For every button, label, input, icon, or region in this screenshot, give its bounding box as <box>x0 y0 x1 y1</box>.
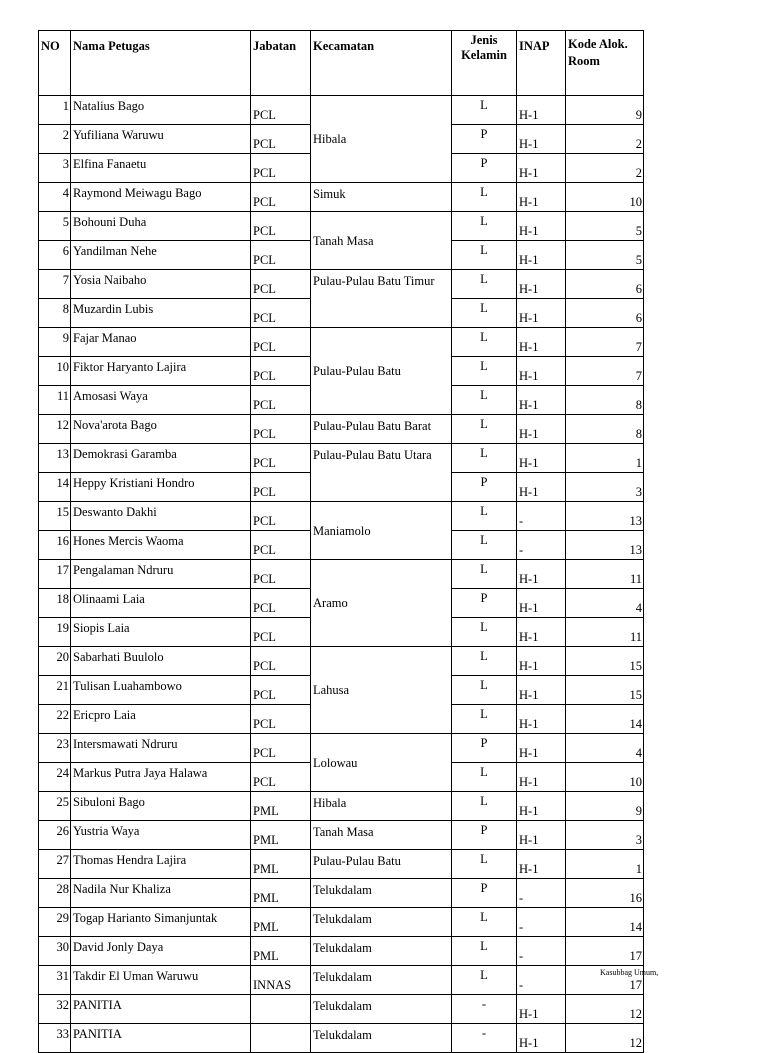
kode-alok-room-cell: 10 <box>566 183 644 212</box>
inap-cell: H-1 <box>517 676 566 705</box>
kecamatan-cell: Lolowau <box>311 734 452 792</box>
row-number: 26 <box>39 821 71 850</box>
nama-petugas-cell: Yustria Waya <box>71 821 251 850</box>
kode-alok-room-cell: 12 <box>566 1024 644 1053</box>
kode-alok-room-cell: 17 <box>566 966 644 995</box>
row-number: 32 <box>39 995 71 1024</box>
kecamatan-cell: Aramo <box>311 560 452 647</box>
header-jenis-kelamin: Jenis Kelamin <box>452 31 517 96</box>
nama-petugas-cell: Ericpro Laia <box>71 705 251 734</box>
row-number: 1 <box>39 96 71 125</box>
header-kecamatan: Kecamatan <box>311 31 452 96</box>
kode-alok-room-cell: 8 <box>566 386 644 415</box>
kecamatan-cell: Telukdalam <box>311 1024 452 1053</box>
nama-petugas-cell: Siopis Laia <box>71 618 251 647</box>
kode-alok-room-cell: 11 <box>566 560 644 589</box>
nama-petugas-cell: Hones Mercis Waoma <box>71 531 251 560</box>
inap-cell: H-1 <box>517 415 566 444</box>
jenis-kelamin-cell: P <box>452 154 517 183</box>
row-number: 12 <box>39 415 71 444</box>
jenis-kelamin-cell: - <box>452 995 517 1024</box>
table-header <box>39 31 644 96</box>
table-row <box>39 937 644 966</box>
jabatan-cell: PCL <box>251 560 311 589</box>
jabatan-cell: PCL <box>251 763 311 792</box>
kode-alok-room-cell: 15 <box>566 676 644 705</box>
jabatan-cell: PCL <box>251 241 311 270</box>
jabatan-cell: PCL <box>251 154 311 183</box>
kecamatan-cell: Simuk <box>311 183 452 212</box>
inap-cell: H-1 <box>517 241 566 270</box>
inap-cell: H-1 <box>517 850 566 879</box>
nama-petugas-cell: Pengalaman Ndruru <box>71 560 251 589</box>
kode-alok-room-cell: 7 <box>566 357 644 386</box>
nama-petugas-cell: Tulisan Luahambowo <box>71 676 251 705</box>
inap-cell: H-1 <box>517 444 566 473</box>
kode-alok-room-cell: 3 <box>566 821 644 850</box>
nama-petugas-cell: Nadila Nur Khaliza <box>71 879 251 908</box>
jabatan-cell: PCL <box>251 618 311 647</box>
nama-petugas-cell: Amosasi Waya <box>71 386 251 415</box>
inap-cell: H-1 <box>517 618 566 647</box>
table-row <box>39 850 644 879</box>
kode-alok-room-cell: 15 <box>566 647 644 676</box>
inap-cell: H-1 <box>517 299 566 328</box>
table-row <box>39 734 644 763</box>
jabatan-cell: PCL <box>251 676 311 705</box>
row-number: 13 <box>39 444 71 473</box>
kode-alok-room-cell: 9 <box>566 96 644 125</box>
jenis-kelamin-cell: L <box>452 763 517 792</box>
row-number: 28 <box>39 879 71 908</box>
petugas-table <box>38 30 644 1053</box>
row-number: 11 <box>39 386 71 415</box>
inap-cell: H-1 <box>517 183 566 212</box>
jenis-kelamin-cell: L <box>452 415 517 444</box>
table-row <box>39 647 644 676</box>
jabatan-cell: PCL <box>251 212 311 241</box>
kode-alok-room-cell: 11 <box>566 618 644 647</box>
inap-cell: - <box>517 879 566 908</box>
inap-cell: - <box>517 937 566 966</box>
jenis-kelamin-cell: P <box>452 734 517 763</box>
nama-petugas-cell: Markus Putra Jaya Halawa <box>71 763 251 792</box>
jabatan-cell: PCL <box>251 647 311 676</box>
kecamatan-cell: Telukdalam <box>311 966 452 995</box>
kode-alok-room-cell: 2 <box>566 125 644 154</box>
row-number: 24 <box>39 763 71 792</box>
inap-cell: - <box>517 531 566 560</box>
inap-cell: - <box>517 502 566 531</box>
table-row <box>39 1024 644 1053</box>
jabatan-cell: PCL <box>251 473 311 502</box>
nama-petugas-cell: Bohouni Duha <box>71 212 251 241</box>
row-number: 33 <box>39 1024 71 1053</box>
inap-cell: H-1 <box>517 734 566 763</box>
header-jabatan: Jabatan <box>251 31 311 96</box>
jabatan-cell: PCL <box>251 125 311 154</box>
row-number: 25 <box>39 792 71 821</box>
jenis-kelamin-cell: L <box>452 618 517 647</box>
nama-petugas-cell: Elfina Fanaetu <box>71 154 251 183</box>
nama-petugas-cell: Togap Harianto Simanjuntak <box>71 908 251 937</box>
nama-petugas-cell: Deswanto Dakhi <box>71 502 251 531</box>
kecamatan-cell: Hibala <box>311 792 452 821</box>
header-inap: INAP <box>517 31 566 96</box>
jabatan-cell: PML <box>251 792 311 821</box>
kecamatan-cell: Maniamolo <box>311 502 452 560</box>
inap-cell: H-1 <box>517 357 566 386</box>
jabatan-cell: PML <box>251 879 311 908</box>
inap-cell: - <box>517 908 566 937</box>
jabatan-cell: PCL <box>251 705 311 734</box>
kecamatan-cell: Hibala <box>311 96 452 183</box>
kecamatan-cell: Pulau-Pulau Batu <box>311 328 452 415</box>
jenis-kelamin-cell: L <box>452 212 517 241</box>
table-row <box>39 183 644 212</box>
table-row <box>39 908 644 937</box>
jenis-kelamin-cell: P <box>452 879 517 908</box>
kode-alok-room-cell: 1 <box>566 850 644 879</box>
nama-petugas-cell: Heppy Kristiani Hondro <box>71 473 251 502</box>
jenis-kelamin-cell: L <box>452 357 517 386</box>
kode-alok-room-cell: 4 <box>566 589 644 618</box>
table-row <box>39 966 644 995</box>
table-row <box>39 444 644 473</box>
signature-label: Kasubbag Umum, <box>600 968 659 977</box>
jenis-kelamin-cell: L <box>452 676 517 705</box>
jenis-kelamin-cell: L <box>452 183 517 212</box>
nama-petugas-cell: Muzardin Lubis <box>71 299 251 328</box>
kode-alok-room-cell: 13 <box>566 531 644 560</box>
nama-petugas-cell: Thomas Hendra Lajira <box>71 850 251 879</box>
nama-petugas-cell: Raymond Meiwagu Bago <box>71 183 251 212</box>
jenis-kelamin-cell: P <box>452 473 517 502</box>
row-number: 9 <box>39 328 71 357</box>
kode-alok-room-cell: 5 <box>566 241 644 270</box>
row-number: 21 <box>39 676 71 705</box>
row-number: 22 <box>39 705 71 734</box>
row-number: 17 <box>39 560 71 589</box>
jenis-kelamin-cell: L <box>452 647 517 676</box>
row-number: 23 <box>39 734 71 763</box>
kode-alok-room-cell: 3 <box>566 473 644 502</box>
kode-alok-room-cell: 17 <box>566 937 644 966</box>
kecamatan-cell: Pulau-Pulau Batu Barat <box>311 415 452 444</box>
kode-alok-room-cell: 7 <box>566 328 644 357</box>
table-row <box>39 502 644 531</box>
jenis-kelamin-cell: L <box>452 299 517 328</box>
jabatan-cell: PCL <box>251 415 311 444</box>
kecamatan-cell: Tanah Masa <box>311 212 452 270</box>
header-nama-petugas: Nama Petugas <box>71 31 251 96</box>
kode-alok-room-cell: 14 <box>566 705 644 734</box>
jabatan-cell: INNAS <box>251 966 311 995</box>
kecamatan-cell: Telukdalam <box>311 995 452 1024</box>
row-number: 2 <box>39 125 71 154</box>
jenis-kelamin-cell: L <box>452 560 517 589</box>
row-number: 4 <box>39 183 71 212</box>
jabatan-cell: PML <box>251 937 311 966</box>
jenis-kelamin-cell: P <box>452 125 517 154</box>
inap-cell: H-1 <box>517 1024 566 1053</box>
header-row <box>39 31 644 96</box>
kecamatan-cell: Lahusa <box>311 647 452 734</box>
nama-petugas-cell: Fajar Manao <box>71 328 251 357</box>
nama-petugas-cell: PANITIA <box>71 995 251 1024</box>
row-number: 5 <box>39 212 71 241</box>
nama-petugas-cell: Yosia Naibaho <box>71 270 251 299</box>
table-row <box>39 270 644 299</box>
kode-alok-room-cell: 14 <box>566 908 644 937</box>
kode-alok-room-cell: 5 <box>566 212 644 241</box>
nama-petugas-cell: Nova'arota Bago <box>71 415 251 444</box>
jenis-kelamin-cell: - <box>452 1024 517 1053</box>
inap-cell: H-1 <box>517 560 566 589</box>
inap-cell: H-1 <box>517 154 566 183</box>
jenis-kelamin-cell: L <box>452 96 517 125</box>
jabatan-cell <box>251 995 311 1024</box>
inap-cell: H-1 <box>517 386 566 415</box>
jabatan-cell: PML <box>251 908 311 937</box>
jenis-kelamin-cell: L <box>452 792 517 821</box>
kecamatan-cell: Telukdalam <box>311 937 452 966</box>
jabatan-cell: PML <box>251 821 311 850</box>
jabatan-cell: PCL <box>251 386 311 415</box>
nama-petugas-cell: Natalius Bago <box>71 96 251 125</box>
jabatan-cell: PCL <box>251 270 311 299</box>
row-number: 6 <box>39 241 71 270</box>
row-number: 31 <box>39 966 71 995</box>
row-number: 29 <box>39 908 71 937</box>
table-row <box>39 821 644 850</box>
jenis-kelamin-cell: L <box>452 531 517 560</box>
nama-petugas-cell: Demokrasi Garamba <box>71 444 251 473</box>
nama-petugas-cell: Takdir El Uman Waruwu <box>71 966 251 995</box>
kode-alok-room-cell: 9 <box>566 792 644 821</box>
row-number: 20 <box>39 647 71 676</box>
kode-alok-room-cell: 16 <box>566 879 644 908</box>
row-number: 14 <box>39 473 71 502</box>
kecamatan-cell: Pulau-Pulau Batu <box>311 850 452 879</box>
kode-alok-room-cell: 10 <box>566 763 644 792</box>
inap-cell: H-1 <box>517 763 566 792</box>
table-row <box>39 792 644 821</box>
jabatan-cell: PCL <box>251 357 311 386</box>
row-number: 8 <box>39 299 71 328</box>
jenis-kelamin-cell: L <box>452 705 517 734</box>
jabatan-cell: PCL <box>251 734 311 763</box>
inap-cell: H-1 <box>517 821 566 850</box>
inap-cell: H-1 <box>517 647 566 676</box>
kode-alok-room-cell: 8 <box>566 415 644 444</box>
kecamatan-cell: Pulau-Pulau Batu Utara <box>311 444 452 502</box>
nama-petugas-cell: PANITIA <box>71 1024 251 1053</box>
kode-alok-room-cell: 2 <box>566 154 644 183</box>
jenis-kelamin-cell: L <box>452 908 517 937</box>
row-number: 16 <box>39 531 71 560</box>
kode-alok-room-cell: 1 <box>566 444 644 473</box>
jenis-kelamin-cell: L <box>452 241 517 270</box>
jenis-kelamin-cell: L <box>452 444 517 473</box>
kode-alok-room-cell: 12 <box>566 995 644 1024</box>
inap-cell: - <box>517 966 566 995</box>
table-row <box>39 96 644 125</box>
kecamatan-cell: Tanah Masa <box>311 821 452 850</box>
nama-petugas-cell: Sibuloni Bago <box>71 792 251 821</box>
table-row <box>39 328 644 357</box>
kode-alok-room-cell: 4 <box>566 734 644 763</box>
jenis-kelamin-cell: P <box>452 589 517 618</box>
nama-petugas-cell: Sabarhati Buulolo <box>71 647 251 676</box>
table-row <box>39 212 644 241</box>
jabatan-cell: PCL <box>251 299 311 328</box>
row-number: 10 <box>39 357 71 386</box>
table-row <box>39 879 644 908</box>
row-number: 18 <box>39 589 71 618</box>
jenis-kelamin-cell: L <box>452 937 517 966</box>
table-row <box>39 560 644 589</box>
kode-alok-room-cell: 13 <box>566 502 644 531</box>
nama-petugas-cell: Fiktor Haryanto Lajira <box>71 357 251 386</box>
inap-cell: H-1 <box>517 705 566 734</box>
nama-petugas-cell: Yandilman Nehe <box>71 241 251 270</box>
table-row <box>39 995 644 1024</box>
kecamatan-cell: Telukdalam <box>311 908 452 937</box>
kecamatan-cell: Pulau-Pulau Batu Timur <box>311 270 452 328</box>
jenis-kelamin-cell: L <box>452 850 517 879</box>
inap-cell: H-1 <box>517 995 566 1024</box>
nama-petugas-cell: Intersmawati Ndruru <box>71 734 251 763</box>
inap-cell: H-1 <box>517 589 566 618</box>
table-body <box>39 96 644 1053</box>
row-number: 27 <box>39 850 71 879</box>
jabatan-cell: PCL <box>251 183 311 212</box>
row-number: 15 <box>39 502 71 531</box>
inap-cell: H-1 <box>517 270 566 299</box>
row-number: 3 <box>39 154 71 183</box>
nama-petugas-cell: David Jonly Daya <box>71 937 251 966</box>
jabatan-cell: PCL <box>251 531 311 560</box>
inap-cell: H-1 <box>517 792 566 821</box>
jabatan-cell: PCL <box>251 589 311 618</box>
jabatan-cell: PML <box>251 850 311 879</box>
row-number: 7 <box>39 270 71 299</box>
jabatan-cell: PCL <box>251 444 311 473</box>
inap-cell: H-1 <box>517 212 566 241</box>
nama-petugas-cell: Yufiliana Waruwu <box>71 125 251 154</box>
jenis-kelamin-cell: L <box>452 386 517 415</box>
inap-cell: H-1 <box>517 125 566 154</box>
inap-cell: H-1 <box>517 328 566 357</box>
nama-petugas-cell: Olinaami Laia <box>71 589 251 618</box>
header-no: NO <box>39 31 71 96</box>
jenis-kelamin-cell: P <box>452 821 517 850</box>
kecamatan-cell: Telukdalam <box>311 879 452 908</box>
jenis-kelamin-cell: L <box>452 966 517 995</box>
kode-alok-room-cell: 6 <box>566 270 644 299</box>
jabatan-cell: PCL <box>251 96 311 125</box>
row-number: 30 <box>39 937 71 966</box>
header-kode-alok-room: Kode Alok. Room <box>566 31 644 96</box>
inap-cell: H-1 <box>517 473 566 502</box>
jabatan-cell: PCL <box>251 502 311 531</box>
jabatan-cell <box>251 1024 311 1053</box>
jenis-kelamin-cell: L <box>452 270 517 299</box>
jabatan-cell: PCL <box>251 328 311 357</box>
table-row <box>39 415 644 444</box>
kode-alok-room-cell: 6 <box>566 299 644 328</box>
jenis-kelamin-cell: L <box>452 502 517 531</box>
jenis-kelamin-cell: L <box>452 328 517 357</box>
inap-cell: H-1 <box>517 96 566 125</box>
row-number: 19 <box>39 618 71 647</box>
